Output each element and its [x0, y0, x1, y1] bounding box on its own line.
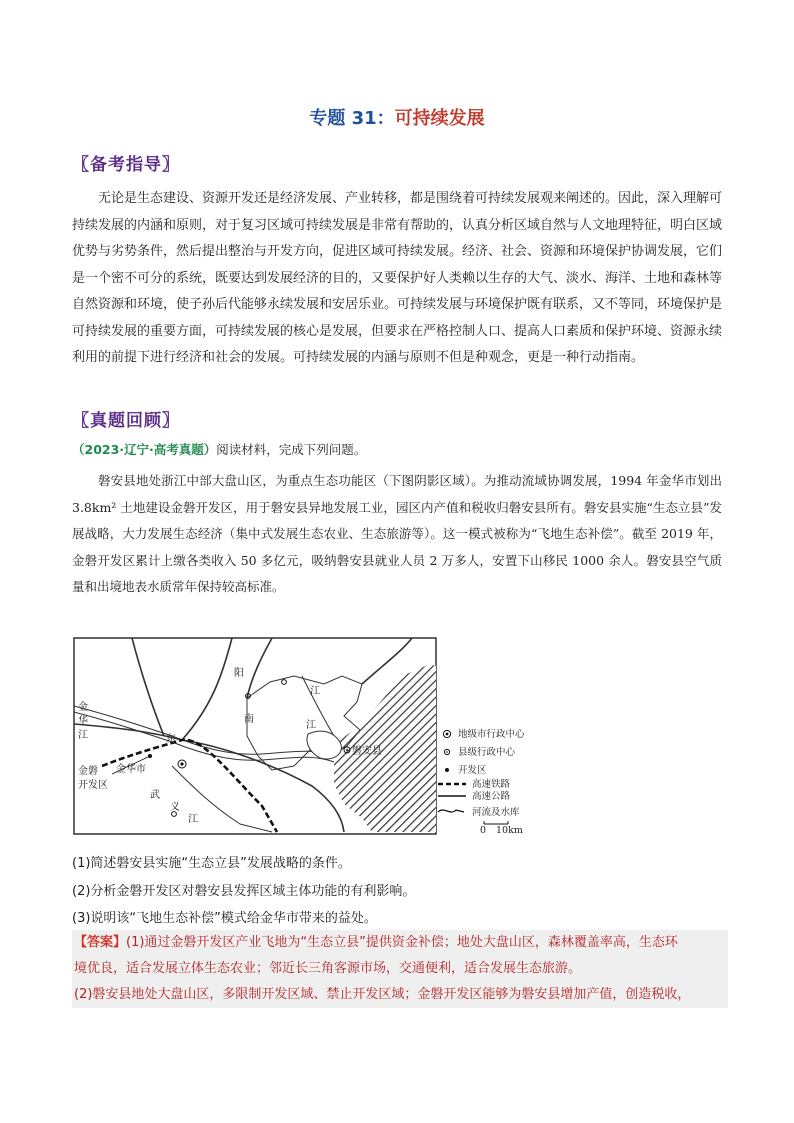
- label-jiang: 江: [78, 730, 88, 741]
- label-nan: 南: [244, 714, 254, 725]
- panan-map: [72, 636, 562, 836]
- legend-scale-label: 10km: [496, 825, 523, 836]
- label-wu: 武: [150, 790, 160, 801]
- answer-label: 【答案】: [74, 935, 127, 950]
- label-kaifaqu: 开发区: [78, 780, 108, 791]
- map-legend: [438, 728, 525, 836]
- reading-material: 磐安县地处浙江中部大盘山区，为重点生态功能区（下图阴影区域）。为推动流域协调发展，1994 年金华市划出 3.8km² 土地建设金磐开发区，用于磐安县异地发展工业，园区内产值和税收归磐安县所有。磐安县实施“生态立县”发展战略，大力发展生态经济（集中式发展生态农业、生态旅游等）。这一模式被称为“飞地生态补偿”。截至 2019 年，金磐开发区累计上缴各类收入 50 多亿元，吸纳磐安县就业人员 2 万多人，安置下山移民 1000 余人。磐安县空气质量和出境地表水质常年保持较高标准。: [72, 473, 722, 595]
- legend-prefecture: 地级市行政中心: [458, 729, 525, 740]
- title-topic-number: 专题 31：: [309, 108, 395, 129]
- guide-heading: 〖备考指导〗: [72, 155, 180, 175]
- label-jiang3: 江: [310, 686, 320, 697]
- answer-block: [72, 930, 728, 1008]
- legend-river: 河流及水库: [472, 807, 520, 818]
- label-jin: 金: [78, 702, 88, 713]
- page-title: [0, 104, 794, 130]
- label-hua: 华: [78, 716, 88, 727]
- label-yi: 义: [170, 802, 180, 813]
- question-3: (3)说明该“飞地生态补偿”模式给金华市带来的益处。: [72, 911, 377, 926]
- panan-county-dot: [346, 749, 348, 751]
- label-jinhuashi: 金华市: [116, 764, 146, 775]
- source-tag: （2023·辽宁·高考真题）: [72, 442, 217, 457]
- question-1: (1)简述磐安县实施“生态立县”发展战略的条件。: [72, 856, 351, 871]
- label-yang: 阳: [234, 668, 244, 679]
- legend-scale-zero: 0: [480, 825, 487, 836]
- label-dong: 东: [166, 734, 176, 745]
- legend-county: 县级行政中心: [458, 747, 516, 758]
- legend-zone: 开发区: [458, 765, 487, 776]
- answer-line-1: 【答案】(1)通过金磐开发区产业飞地为“生态立县”提供资金补偿；地处大盘山区，森林覆盖率高，生态环: [74, 935, 678, 950]
- question-source: [72, 440, 366, 458]
- legend-highway: 高速公路: [472, 791, 511, 802]
- label-panan: 磐安县: [352, 746, 382, 757]
- label-jiang4: 江: [306, 720, 316, 731]
- source-instruction: 阅读材料，完成下列问题。: [216, 442, 367, 457]
- legend-railway: 高速铁路: [472, 779, 511, 790]
- label-jinpan: 金磐: [78, 766, 98, 777]
- jinhua-city-dot: [180, 762, 183, 765]
- label-jiang2: 江: [188, 814, 198, 825]
- answer-line-2: 境优良，适合发展立体生态农业；邻近长三角客源市场，交通便利，适合发展生态旅游。: [74, 961, 582, 976]
- review-heading: 〖真题回顾〗: [72, 411, 180, 431]
- question-2: (2)分析金磐开发区对磐安县发挥区域主体功能的有利影响。: [72, 884, 416, 899]
- title-topic-name: 可持续发展: [394, 108, 485, 129]
- answer-line-3: (2)磐安县地处大盘山区，多限制开发区域、禁止开发区域；金磐开发区能够为磐安县增加产值，创造税收，: [74, 987, 691, 1002]
- guide-paragraph: 无论是生态建设、资源开发还是经济发展、产业转移，都是围绕着可持续发展观来阐述的。因此，深入理解可持续发展的内涵和原则，对于复习区域可持续发展是非常有帮助的，认真分析区域自然与人文地理特征，明白区域优势与劣势条件，然后提出整治与开发方向，促进区域可持续发展。经济、社会、资源和环境保护协调发展，它们是一个密不可分的系统，既要达到发展经济的目的，又要保护好人类赖以生存的大气、淡水、海洋、土地和森林等自然资源和环境，使子孙后代能够永续发展和安居乐业。可持续发展与环境保护既有联系，又不等同，环境保护是可持续发展的重要方面，可持续发展的核心是发展，但要求在严格控制人口、提高人口素质和保护环境、资源永续利用的前提下进行经济和社会的发展。可持续发展的内涵与原则不但是种观念，更是一种行动指南。: [72, 191, 723, 365]
